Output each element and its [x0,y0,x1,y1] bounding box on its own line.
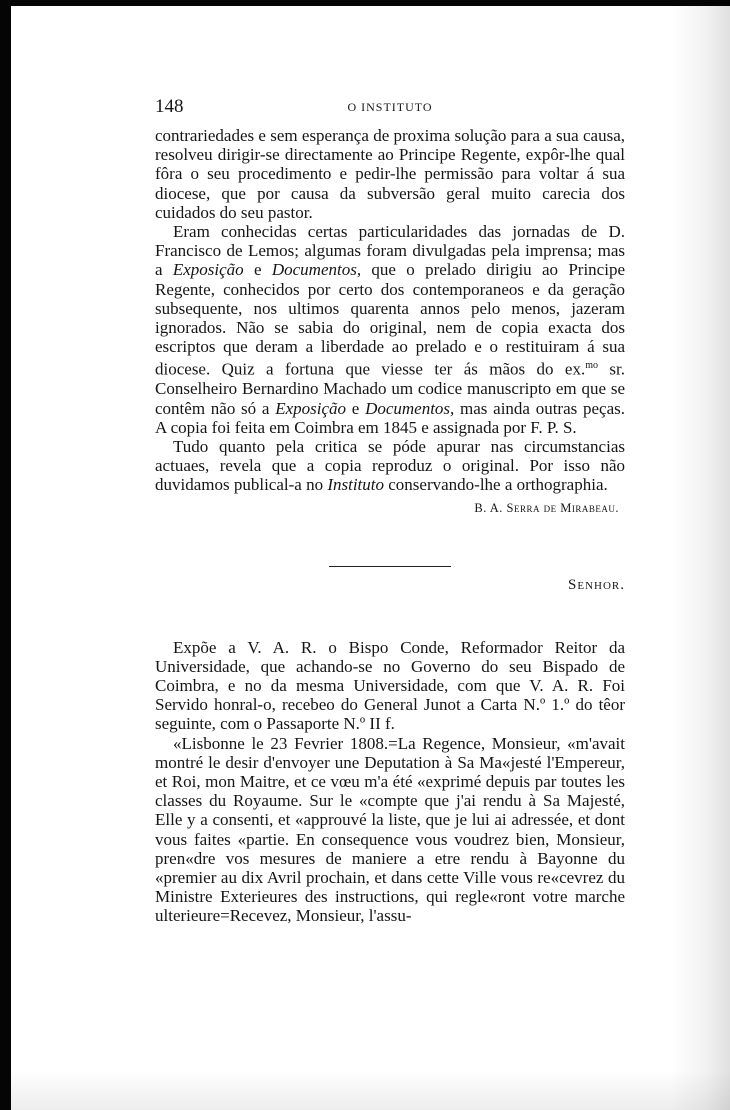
italic-title-documentos: Documentos, [365,398,455,418]
text-run: conservando-lhe a orthographia. [384,475,608,495]
italic-title-exposicao: Exposição [172,260,244,280]
book-page [155,96,625,926]
italic-title-documentos: Documentos, [271,260,362,280]
text-run: mas ainda outras peças. A copia foi feita em Coimbra em 1845 e assignada por F. P. S. [155,398,625,437]
page-number: 148 [155,96,184,117]
author-signature: B. A. Serra de Mirabeau. [474,500,619,515]
intro-paragraph-1: contrariedades e sem esperança de proxima solução para a sua causa, resolveu dirigir-se directamente ao Principe Regente, expôr-lhe qual fôra o seu procedimento e pedir-lhe permissão para voltar á sua diocese, que por causa da subversão geral muito carecia dos cuidados do seu pastor. [155,126,625,222]
intro-paragraph-3 [155,437,625,495]
scan-border-top [0,0,730,6]
petition-paragraph: Expõe a V. A. R. o Bispo Conde, Reformador Reitor da Universidade, que achando-se no Governo do seu Bispado de Coimbra, e no da mesma Universidade, com que V. A. R. Foi Servido honral-o, recebeo do General Junot a Carta N.º 1.º do têor seguinte, com o Passaporte N.º II f. [155,637,625,734]
italic-journal-name: Instituto [327,475,384,495]
scan-border-left [0,0,11,1110]
text-run: Tudo quanto pela critica se póde apurar nas circumstancias actuaes, revela que a copia reproduz o original. Por isso não duvidamos publical-a no [155,436,625,495]
text-run: Eram conhecidas certas particularidades das jornadas de D. Francisco de Lemos; algumas foram divulgadas pela imprensa; mas a [155,222,625,280]
text-run: e [346,398,366,418]
salutation: Senhor. [568,576,625,593]
text-run: e [243,260,272,280]
running-head [155,96,625,126]
intro-paragraph-2 [155,222,625,437]
scan-shadow-right [670,0,730,1110]
superscript: mo [585,360,598,372]
section-divider [329,566,451,567]
text-run: que o prelado dirigiu ao Principe Regente, conhecidos por certo dos contemporaneos e da geração subsequente, nos ultimos quarenta annos pelo menos, jazeram ignorados. Não se sabia do original, nem de copia exacta dos escriptos que deram a liberdade ao prelado e o restituiram á sua diocese. Quiz a fortuna que viesse ter ás mãos do ex. [155,260,625,380]
quoted-letter: «Lisbonne le 23 Fevrier 1808.=La Regence, Monsieur, «m'avait montré le desir d'envoyer une Deputation à Sa Ma«jesté l'Empereur, et Roi, mon Maitre, et ce vœu m'a été «exprimé depuis par toutes les classes du Royaume. Sur le «compte que j'ai rendu à Sa Majesté, Elle y a consenti, et «approuvé la liste, que je lui ai adressée, et dont vous faites «partie. En consequence vous voudrez bien, Monsieur, pren«dre vos mesures de maniere a etre rendu à Bayonne du «premier au dix Avril prochain, et dans cette Ville vous re«cevrez du Ministre Exterieures des instructions, qui regle«ront votre marche ulterieure=Recevez, Monsieur, l'assu- [155,733,625,926]
italic-title-exposicao: Exposição [275,398,347,418]
journal-title: O INSTITUTO [347,100,433,114]
text-run: sr. Conselheiro Bernardino Machado um codice manuscripto em que se contêm não só a [155,360,625,418]
scan-shadow-bottom [0,1070,730,1110]
